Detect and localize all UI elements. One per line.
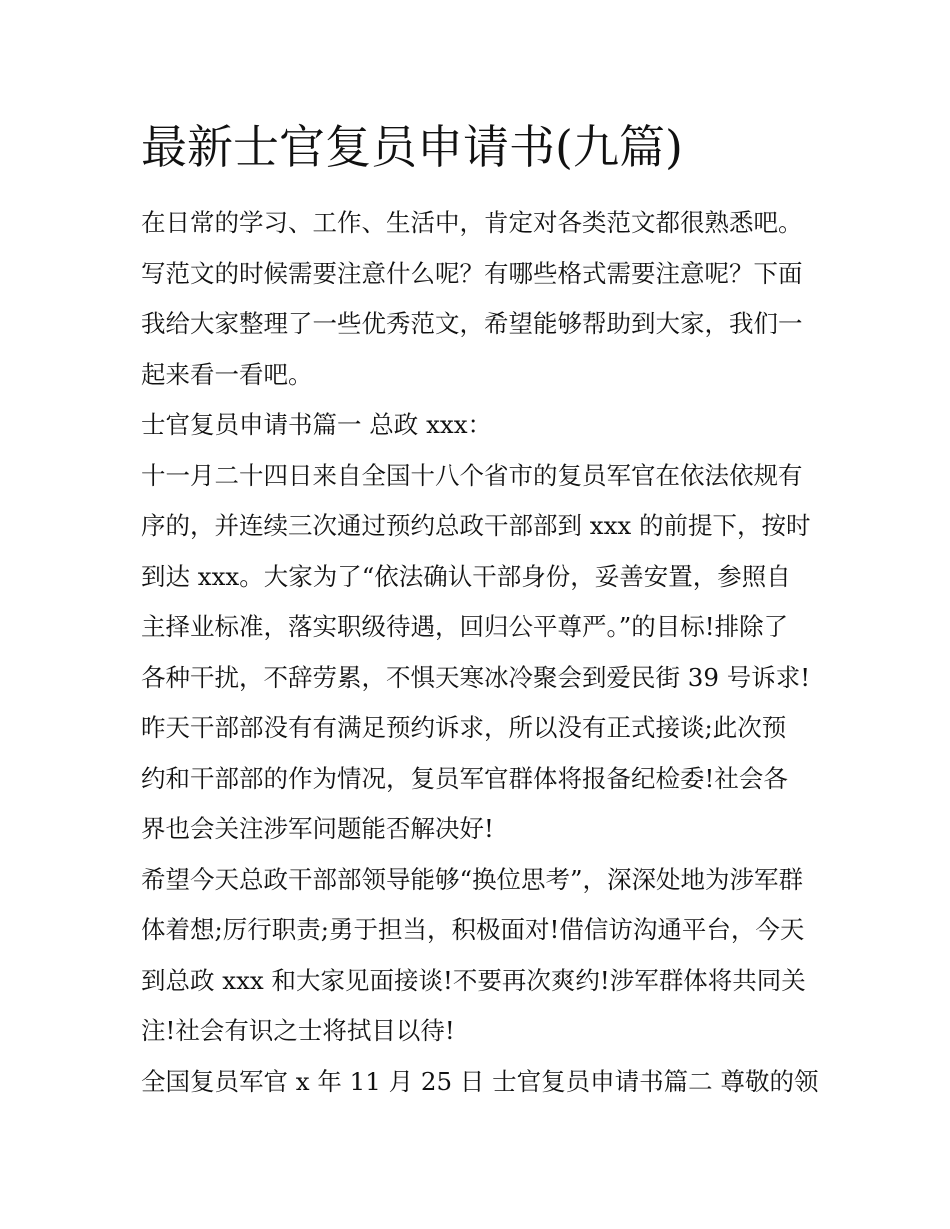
text-line: 全国复员军官 x 年 11 月 25 日 士官复员申请书篇二 尊敬的领 xyxy=(141,1066,819,1096)
text-line: 界也会关注涉军问题能否解决好! xyxy=(141,814,494,843)
text-line: 约和干部部的作为情况，复员军官群体将报备纪检委!社会各 xyxy=(141,763,788,793)
text-line: 序的，并连续三次通过预约总政干部部到 xxx 的前提下，按时 xyxy=(141,511,811,540)
text-line: 十一月二十四日来自全国十八个省市的复员军官在依法依规有 xyxy=(141,460,803,490)
text-line: 主择业标准，落实职级待遇，回归公平尊严。”的目标!排除了 xyxy=(141,612,789,641)
text-line: 注!社会有识之士将拭目以待! xyxy=(141,1016,455,1045)
text-line: 我给大家整理了一些优秀范文，希望能够帮助到大家，我们一 xyxy=(141,309,803,338)
text-line: 希望今天总政干部部领导能够“换位思考”，深深处地为涉军群 xyxy=(141,864,804,894)
document-title: 最新士官复员申请书(九篇) xyxy=(141,120,683,174)
text-line: 写范文的时候需要注意什么呢？有哪些格式需要注意呢？下面 xyxy=(141,258,803,288)
text-line: 昨天干部部没有有满足预约诉求，所以没有正式接谈;此次预 xyxy=(141,713,787,742)
text-line: 起来看一看吧。 xyxy=(141,359,313,389)
text-line: 到总政 xxx 和大家见面接谈!不要再次爽约!涉军群体将共同关 xyxy=(141,965,806,995)
text-line: 各种干扰，不辞劳累，不惧天寒冰冷聚会到爱民街 39 号诉求! xyxy=(141,662,811,692)
text-line: 体着想;厉行职责;勇于担当，积极面对!借信访沟通平台，今天 xyxy=(141,915,805,944)
section-heading-line: 士官复员申请书篇一 总政 xxx： xyxy=(141,410,493,439)
text-line: 到达 xxx。大家为了“依法确认干部身份，妥善安置，参照自 xyxy=(141,561,791,591)
text-line: 在日常的学习、工作、生活中，肯定对各类范文都很熟悉吧。 xyxy=(141,208,803,237)
document-body xyxy=(141,198,821,1107)
